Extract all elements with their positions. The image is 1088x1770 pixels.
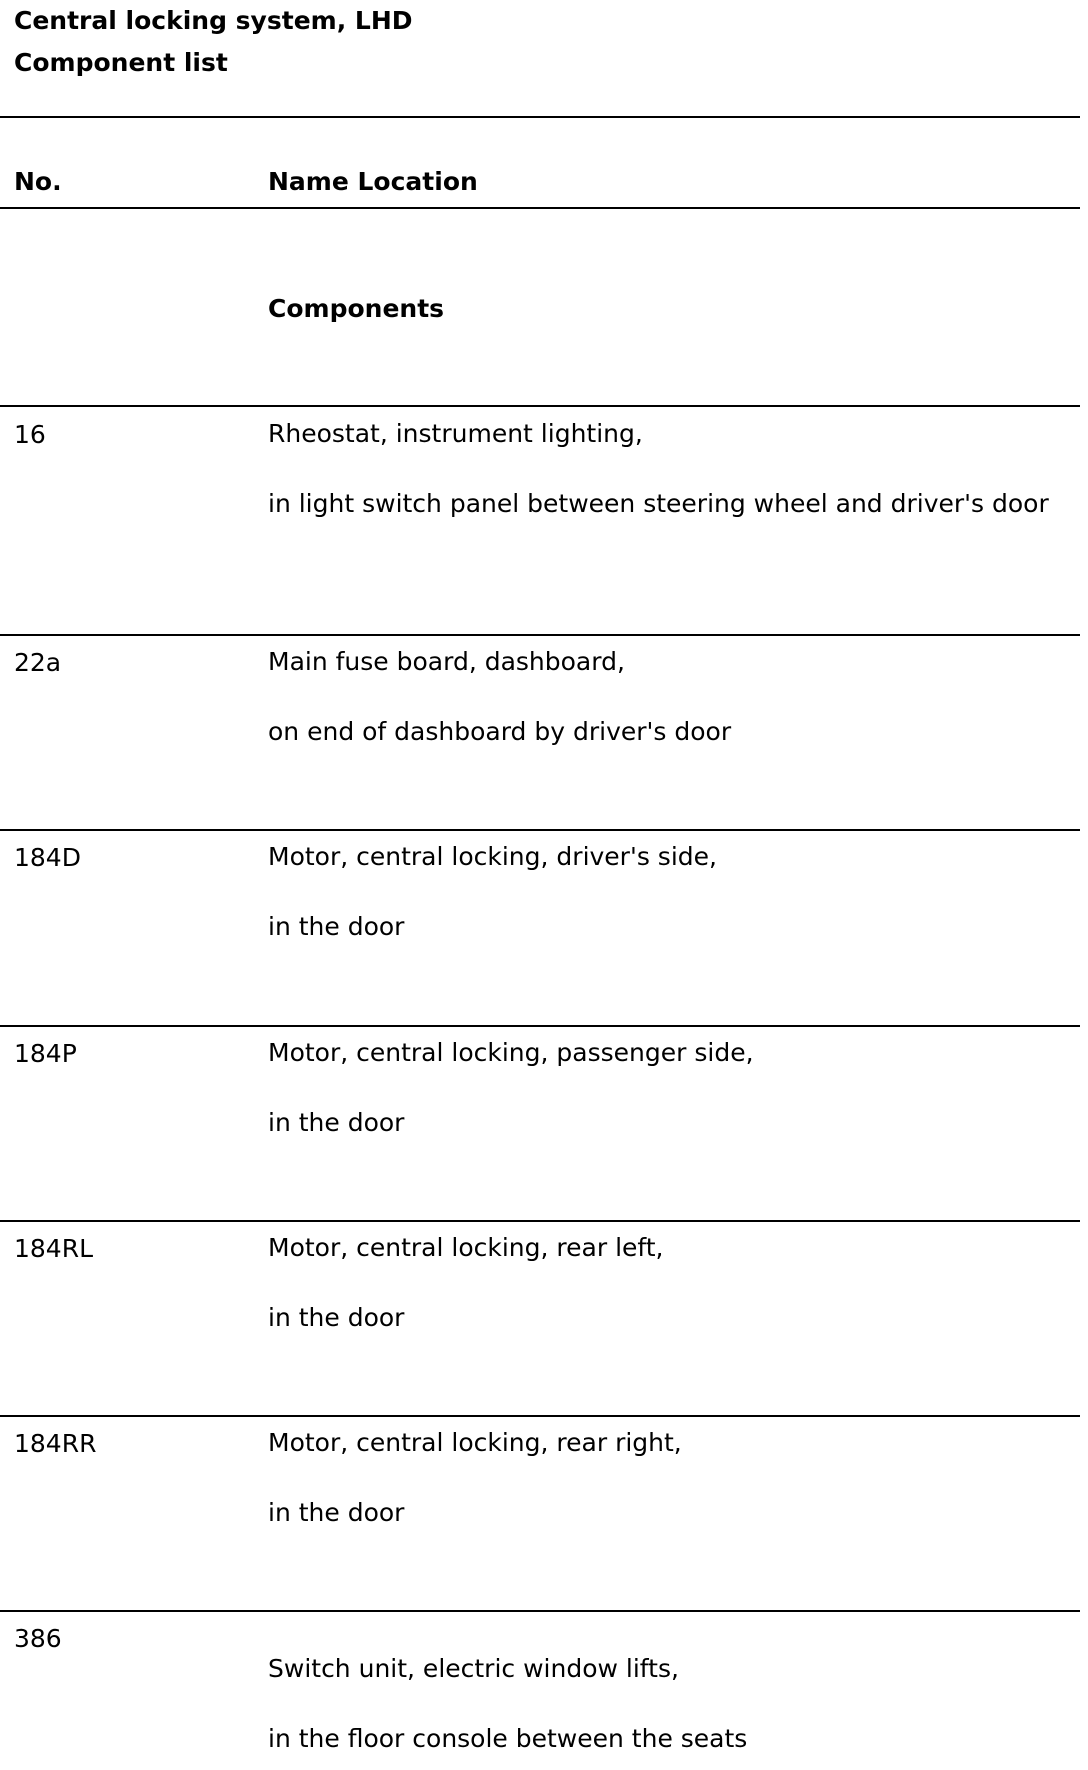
component-number: 184D	[14, 843, 81, 872]
component-name: Motor, central locking, driver's side,	[268, 842, 717, 871]
row-divider	[0, 829, 1080, 831]
component-location: in light switch panel between steering wheel and driver's door	[268, 489, 1049, 518]
component-name: Motor, central locking, rear left,	[268, 1233, 664, 1262]
component-name: Rheostat, instrument lighting,	[268, 419, 643, 448]
component-location: in the door	[268, 1303, 405, 1332]
component-location: in the door	[268, 1498, 405, 1527]
component-number: 184RR	[14, 1429, 97, 1458]
document-subtitle: Component list	[14, 48, 228, 77]
component-name: Main fuse board, dashboard,	[268, 647, 625, 676]
row-divider	[0, 634, 1080, 636]
column-header-name-location: Name Location	[268, 167, 478, 196]
row-divider	[0, 1610, 1080, 1612]
component-name: Motor, central locking, rear right,	[268, 1428, 682, 1457]
component-number: 184RL	[14, 1234, 94, 1263]
row-divider	[0, 405, 1080, 407]
component-name: Switch unit, electric window lifts,	[268, 1654, 679, 1683]
row-divider	[0, 1415, 1080, 1417]
divider	[0, 207, 1080, 209]
column-header-no: No.	[14, 167, 62, 196]
component-location: in the door	[268, 912, 405, 941]
section-heading: Components	[268, 294, 445, 323]
document-title: Central locking system, LHD	[14, 6, 413, 35]
component-number: 22a	[14, 648, 62, 677]
divider	[0, 116, 1080, 118]
component-location: in the door	[268, 1108, 405, 1137]
component-number: 16	[14, 420, 46, 449]
row-divider	[0, 1025, 1080, 1027]
component-location: on end of dashboard by driver's door	[268, 717, 732, 746]
component-number: 184P	[14, 1039, 77, 1068]
component-name: Motor, central locking, passenger side,	[268, 1038, 754, 1067]
row-divider	[0, 1220, 1080, 1222]
component-location: in the floor console between the seats	[268, 1724, 748, 1753]
component-number: 386	[14, 1624, 62, 1653]
